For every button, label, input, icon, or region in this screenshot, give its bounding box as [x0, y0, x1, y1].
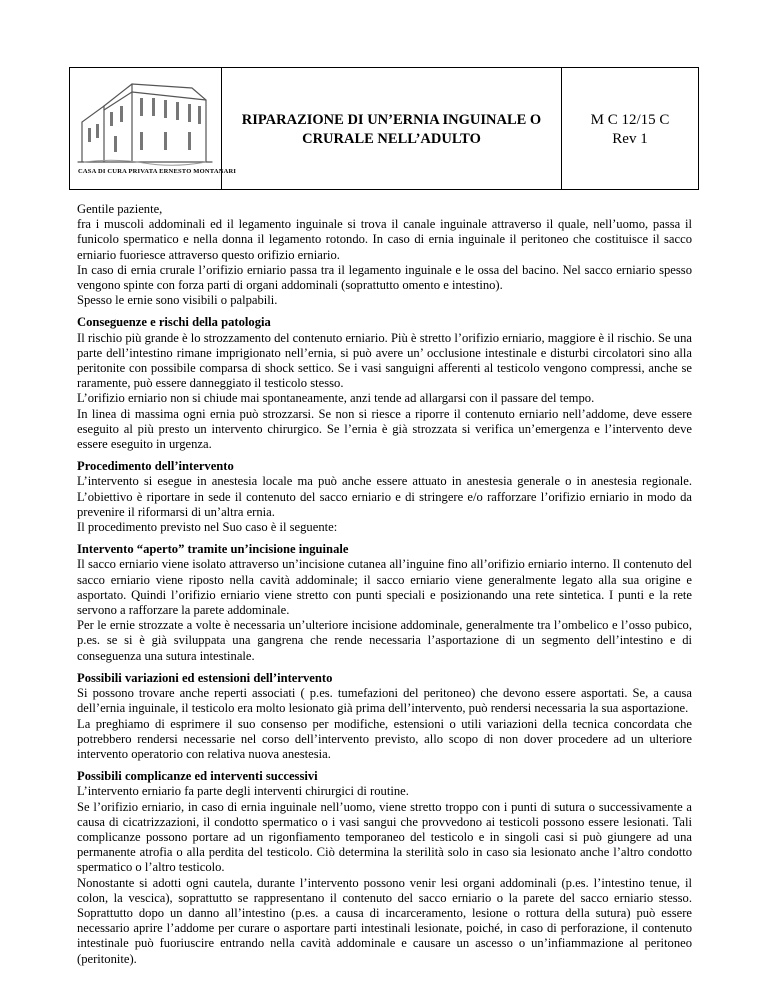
section-title: Conseguenze e rischi della patologia [77, 315, 271, 330]
section-paragraph: L’orifizio erniario non si chiude mai spontaneamente, anzi tende ad allargarsi con il passare del tempo. [77, 391, 595, 406]
document-code-cell [562, 68, 698, 189]
section-open-surgery [77, 542, 692, 664]
section-paragraph: Il sacco erniario viene isolato attraverso un’incisione cutanea all’inguine fino all’orifizio erniario interno. Il contenuto del sacco erniario viene riposto nella cavità addominale; il sacco erniario viene generalmente legato alla sua origine e asportato. Quindi l’orifizio erniario viene stretto con punti speciali e posizionando una rete sintetica. I punti e la rete servono a rafforzare la parete addominale. [77, 557, 692, 618]
section-title: Procedimento dell’intervento [77, 459, 234, 474]
document-title [222, 68, 562, 189]
section-title: Possibili variazioni ed estensioni dell’intervento [77, 670, 333, 685]
section-paragraph: La preghiamo di esprimere il suo consenso per modifiche, estensioni o utili variazioni della tecnica concordata che potrebbero rendersi necessarie nel corso dell’intervento previsto, allo scopo di non dover procedere ad un ulteriore intervento operatorio con relativa nuova anestesia. [77, 716, 692, 761]
logo-cell [70, 68, 237, 189]
intro-paragraph: fra i muscoli addominali ed il legamento inguinale si trova il canale inguinale attraverso il quale, nell’uomo, passa il funicolo spermatico e nella donna il legamento rotondo. In caso di ernia inguinale il peritoneo che costituisce il sacco erniario fuoriesce attraverso questo orifizio erniario. [77, 217, 692, 262]
section-paragraph: L’intervento erniario fa parte degli interventi chirurgici di routine. [77, 784, 409, 799]
section-paragraph: Il procedimento previsto nel Suo caso è il seguente: [77, 520, 338, 535]
section-paragraph: Si possono trovare anche reperti associati ( p.es. tumefazioni del peritoneo) che devono essere asportati. Se, a causa dell’ernia inguinale, il testicolo era molto lesionato già prima dell’intervento, può rendersi necessaria la sua asportazione. [77, 686, 692, 716]
section-complications [77, 769, 692, 967]
document-revision: Rev 1 [612, 130, 648, 147]
document-body [77, 202, 692, 967]
section-procedure [77, 459, 692, 535]
section-title: Intervento “aperto” tramite un’incisione inguinale [77, 542, 349, 557]
title-line-1: RIPARAZIONE DI UN’ERNIA INGUINALE O [241, 111, 542, 128]
intro-paragraph: In caso di ernia crurale l’orifizio erniario passa tra il legamento inguinale e le ossa del bacino. Nel sacco erniario spesso vengono spinte con forza parti di organi addominali (soprattutto omento e intestino). [77, 262, 692, 293]
section-paragraph: Per le ernie strozzate a volte è necessaria un’ulteriore incisione addominale, generalmente tra l’ombelico e l’osso pubico, p.es. se si è già sviluppata una gangrena che rende necessaria l’asportazione di un segmento dell’intestino e di conseguenza una sutura intestinale. [77, 618, 692, 663]
section-variations [77, 671, 692, 762]
title-line-2: CRURALE NELL’ADULTO [302, 130, 481, 147]
section-paragraph: In linea di massima ogni ernia può strozzarsi. Se non si riesce a riporre il contenuto erniario nell’addome, deve essere eseguito al più presto un intervento chirurgico. Se l’ernia è già strozzata si verifica un’emergenza e l’intervento deve essere eseguito in urgenza. [77, 406, 692, 452]
section-paragraph: Se l’orifizio erniario, in caso di ernia inguinale nell’uomo, viene stretto troppo con i punti di sutura o successivamente a causa di cicatrizzazioni, il condotto spermatico o i vasi sangui che provvedono ai testicoli possono essere lesionati. Tali complicanze possono portare ad un rigonfiamento temporaneo del testicolo e in singoli casi si può giungere ad una permanente atrofia o alla perdita del testicolo. Ciò determina la sterilità solo in caso sia lesionato anche l’altro condotto spermatico o l’altro testicolo. [77, 799, 692, 875]
section-paragraph: L’intervento si esegue in anestesia locale ma può anche essere attuato in anestesia generale o in anestesia regionale. L’obiettivo è riportare in sede il contenuto del sacco erniario e di stringere e/o rafforzare l’orifizio erniario in modo da prevenire il riformarsi di un’altra ernia. [77, 474, 692, 519]
section-paragraph: Il rischio più grande è lo strozzamento del contenuto erniario. Più è stretto l’orifizio erniario, maggiore è il rischio. Se una parte dell’intestino rimane imprigionato nell’ernia, si può avere un’ occlusione intestinale e disturbi circolatori sino alla peritonite con possibile comparsa di shock settico. Se i vasi sanguigni afferenti al testicolo vengono compressi, anche se raramente, può essere danneggiato il testicolo stesso. [77, 330, 692, 391]
intro-paragraph: Spesso le ernie sono visibili o palpabili. [77, 293, 278, 308]
section-title: Possibili complicanze ed interventi successivi [77, 769, 318, 784]
clinic-logo [74, 70, 218, 168]
document-code: M C 12/15 C [590, 111, 670, 128]
section-paragraph: Nonostante si adotti ogni cautela, durante l’intervento possono venir lesi organi addominali (p.es. l’intestino tenue, il colon, la vescica), soprattutto se rappresentano il contenuto del sacco erniario o la parete del sacco erniario stesso. Soprattutto dopo un danno all’intestino (p.es. a causa di incarceramento, lesione o rottura della sutura) può essere necessario aprire l’addome per curare o asportare parti intestinali lesionate, poiché, in caso di perforazione, il contenuto intestinale può fuoriuscire entrando nella cavità addominale e causare un ascesso o un’infiammazione al peritoneo (peritonite). [77, 875, 692, 966]
document-header [69, 67, 699, 190]
section-consequences [77, 315, 692, 452]
logo-caption: CASA DI CURA PRIVATA ERNESTO MONTANARI [78, 168, 237, 175]
greeting: Gentile paziente, [77, 202, 163, 216]
